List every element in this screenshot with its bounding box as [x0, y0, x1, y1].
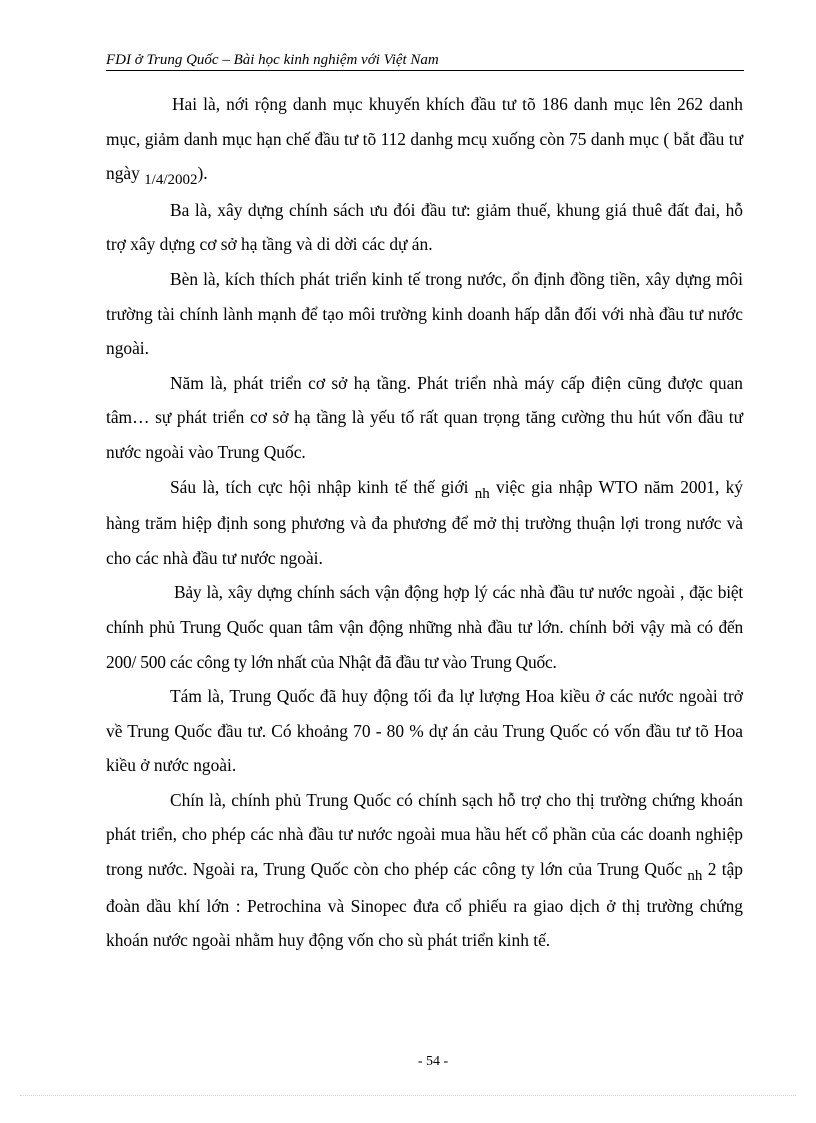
page-bottom-divider [20, 1095, 796, 1096]
paragraph-text-end: việc gia nhập WTO năm 2001, ký hàng trăm hiệp định song phương và đa phương để mở thị trường thuận lợi trong nước và cho các nhà đầu tư nước ngoài. [106, 476, 743, 568]
paragraph-bay-la: Bảy là, xây dựng chính sách vận động hợp lý các nhà đầu tư nước ngoài , đặc biệt chính phủ Trung Quốc quan tâm vận động những nhà đầu tư lớn. chính bởi vậy mà có đến 200/ 500 các công ty lớn nhất của Nhật đã đầu tư vào Trung Quốc. [106, 582, 743, 672]
paragraph-text: Hai là, nới rộng danh mục khuyến khích đầu tư tõ 186 danh mục lên 262 danh mục, giảm danh mục hạn chế đầu tư tõ 112 danhg mcụ xuống còn 75 danh mục ( bắt đầu tư ngày [106, 94, 743, 184]
paragraph-nam-la: Năm là, phát triển cơ sở hạ tầng. Phát triển nhà máy cấp điện cũng được quan tâm… sự phát triển cơ sở hạ tầng là yếu tố rất quan trọng tăng cường thu hút vốn đầu tư nước ngoài vào Trung Quốc. [106, 372, 743, 462]
paragraph-ba-la: Ba là, xây dựng chính sách ưu đói đầu tư: giảm thuế, khung giá thuê đất đai, hỗ trợ xây dựng cơ sở hạ tầng và di dời các dự án. [106, 199, 743, 255]
date-subscript: 1/4/2002 [144, 172, 198, 189]
paragraph-text-end: 2 tập đoàn dầu khí lớn : Petrochina và Sinopec đưa cổ phiếu ra giao dịch ở thị trường chứng khoán nước ngoài nhằm huy động vốn cho sù phát triển kinh tế. [106, 859, 744, 951]
body-text [106, 87, 743, 958]
paragraph-text-end: ). [197, 163, 208, 184]
abbrev-subscript: nh [474, 485, 490, 502]
paragraph-text: Sáu là, tích cực hội nhập kinh tế thế giới [170, 476, 475, 497]
paragraph-hai-la [106, 87, 743, 193]
paragraph-text: Chín là, chính phủ Trung Quốc có chính sạch hỗ trợ cho thị trường chứng khoán phát triển, cho phép các nhà đầu tư nước ngoài mua hầu hết cổ phần của các doanh nghiệp trong nước. Ngoài ra, Trung Quốc còn cho phép các công ty lớn của Trung Quốc [106, 789, 743, 880]
running-header: FDI ở Trung Quốc – Bài học kinh nghiệm với Việt Nam [106, 51, 744, 71]
paragraph-sau-la [106, 470, 743, 576]
page-number: - 54 - [417, 1054, 449, 1069]
paragraph-tam-la: Tám là, Trung Quốc đã huy động tối đa lự lượng Hoa kiều ở các nước ngoài trở về Trung Quốc đầu tư. Có khoảng 70 - 80 % dự án cảu Trung Quốc có vốn đầu tư tõ Hoa kiều ở nước ngoài. [106, 686, 743, 776]
paragraph-ben-la: Bèn là, kích thích phát triển kinh tế trong nước, ổn định đồng tiền, xây dựng môi trường tài chính lành mạnh để tạo môi trường kinh doanh hấp dẫn đối với nhà đầu tư nước ngoài. [106, 268, 743, 359]
paragraph-chin-la [106, 783, 743, 958]
abbrev-subscript: nh [687, 868, 703, 885]
